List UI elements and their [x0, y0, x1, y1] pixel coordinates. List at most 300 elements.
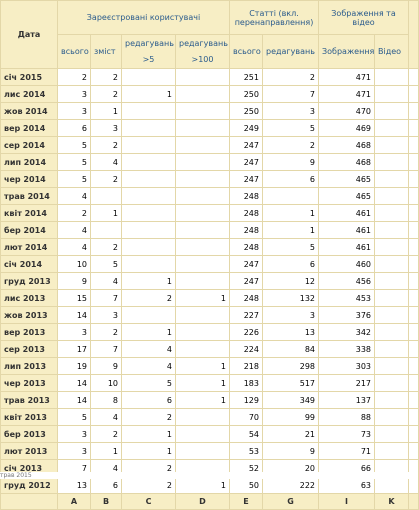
cell-c — [122, 239, 176, 256]
cell-g: 21 — [263, 426, 319, 443]
cell-extra — [409, 426, 419, 443]
cell-e: 247 — [230, 154, 263, 171]
table-row — [1, 69, 419, 86]
cell-e: 249 — [230, 120, 263, 137]
cell-b: 1 — [91, 443, 122, 460]
cell-d — [176, 154, 230, 171]
cell-extra — [409, 103, 419, 120]
row-date: сер 2013 — [1, 341, 58, 358]
cell-e: 218 — [230, 358, 263, 375]
cell-b: 2 — [91, 69, 122, 86]
images-header: Зображення — [319, 35, 375, 69]
cell-d — [176, 137, 230, 154]
cell-b — [91, 222, 122, 239]
table-row — [1, 154, 419, 171]
cell-i: 217 — [319, 375, 375, 392]
cell-a: 13 — [58, 477, 91, 494]
row-date: вер 2014 — [1, 120, 58, 137]
cell-a: 15 — [58, 290, 91, 307]
cell-i: 63 — [319, 477, 375, 494]
cell-c: 1 — [122, 426, 176, 443]
cell-video — [375, 341, 409, 358]
cell-g: 13 — [263, 324, 319, 341]
cell-i: 376 — [319, 307, 375, 324]
cell-e: 247 — [230, 137, 263, 154]
row-date: січ 2014 — [1, 256, 58, 273]
cell-extra — [409, 69, 419, 86]
cell-d: 1 — [176, 477, 230, 494]
users-edits100-label-line1: редагувань — [179, 38, 228, 48]
cell-g: 9 — [263, 443, 319, 460]
cell-i: 468 — [319, 137, 375, 154]
cell-c — [122, 120, 176, 137]
cell-d — [176, 171, 230, 188]
cell-d — [176, 426, 230, 443]
articles-group-header — [230, 1, 319, 35]
images-group-label-line1: Зображення та — [331, 8, 396, 18]
cell-c: 4 — [122, 358, 176, 375]
row-date: груд 2012 — [1, 477, 58, 494]
cell-g: 7 — [263, 86, 319, 103]
row-date: лис 2014 — [1, 86, 58, 103]
cell-b: 4 — [91, 154, 122, 171]
row-date: жов 2014 — [1, 103, 58, 120]
cell-extra — [409, 307, 419, 324]
cell-d — [176, 256, 230, 273]
cell-d — [176, 273, 230, 290]
cell-d — [176, 341, 230, 358]
cell-e: 250 — [230, 86, 263, 103]
cell-c: 2 — [122, 477, 176, 494]
cell-a: 5 — [58, 137, 91, 154]
cell-extra — [409, 188, 419, 205]
cell-video — [375, 409, 409, 426]
cell-c: 2 — [122, 290, 176, 307]
cell-extra — [409, 392, 419, 409]
table-row — [1, 290, 419, 307]
cell-d — [176, 307, 230, 324]
cell-g: 9 — [263, 154, 319, 171]
cell-e: 248 — [230, 239, 263, 256]
footer-letter: G — [263, 494, 319, 510]
cell-video — [375, 137, 409, 154]
cell-c — [122, 188, 176, 205]
cell-c: 1 — [122, 86, 176, 103]
cell-a: 14 — [58, 375, 91, 392]
cell-g: 3 — [263, 307, 319, 324]
cell-b: 10 — [91, 375, 122, 392]
images-video-group-header — [319, 1, 409, 35]
cell-e: 250 — [230, 103, 263, 120]
cell-d: 1 — [176, 290, 230, 307]
row-date: трав 2014 — [1, 188, 58, 205]
table-body — [1, 69, 419, 494]
cell-video — [375, 222, 409, 239]
cell-a: 17 — [58, 341, 91, 358]
cell-d — [176, 69, 230, 86]
table-row — [1, 222, 419, 239]
cell-d — [176, 239, 230, 256]
cell-video — [375, 171, 409, 188]
cell-i: 471 — [319, 86, 375, 103]
cell-e: 248 — [230, 188, 263, 205]
footer-letter: C — [122, 494, 176, 510]
cell-c — [122, 222, 176, 239]
cell-d: 1 — [176, 375, 230, 392]
cell-extra — [409, 341, 419, 358]
cell-c: 4 — [122, 341, 176, 358]
cell-i: 469 — [319, 120, 375, 137]
cell-b: 7 — [91, 290, 122, 307]
users-edits5-label-line2: >5 — [142, 54, 155, 64]
cell-extra — [409, 222, 419, 239]
cell-c — [122, 256, 176, 273]
cell-e: 54 — [230, 426, 263, 443]
cell-g: 2 — [263, 137, 319, 154]
users-edits5-header — [122, 35, 176, 69]
cell-e: 248 — [230, 205, 263, 222]
cell-b: 2 — [91, 324, 122, 341]
cell-i: 470 — [319, 103, 375, 120]
cell-extra — [409, 86, 419, 103]
cell-c — [122, 205, 176, 222]
row-date: жов 2013 — [1, 307, 58, 324]
table-row — [1, 392, 419, 409]
cell-c — [122, 137, 176, 154]
row-date: квіт 2013 — [1, 409, 58, 426]
cell-i: 461 — [319, 239, 375, 256]
table-row — [1, 256, 419, 273]
cell-i: 461 — [319, 222, 375, 239]
cell-c: 5 — [122, 375, 176, 392]
table-row — [1, 188, 419, 205]
cell-e: 226 — [230, 324, 263, 341]
cell-video — [375, 477, 409, 494]
cell-video — [375, 290, 409, 307]
cell-d — [176, 103, 230, 120]
cell-c — [122, 103, 176, 120]
table-row — [1, 358, 419, 375]
cell-g: 1 — [263, 222, 319, 239]
cell-g: 20 — [263, 460, 319, 477]
cell-i: 66 — [319, 460, 375, 477]
cell-i: 465 — [319, 171, 375, 188]
cell-a: 14 — [58, 392, 91, 409]
cell-d — [176, 443, 230, 460]
cell-video — [375, 239, 409, 256]
cell-a: 5 — [58, 154, 91, 171]
cell-i: 73 — [319, 426, 375, 443]
cell-e: 224 — [230, 341, 263, 358]
users-edits100-label-line2: >100 — [191, 54, 214, 64]
cell-a: 14 — [58, 307, 91, 324]
footer-letter: A — [58, 494, 91, 510]
cell-e: 70 — [230, 409, 263, 426]
cell-d — [176, 188, 230, 205]
cell-c: 1 — [122, 324, 176, 341]
cell-b: 9 — [91, 358, 122, 375]
cell-video — [375, 426, 409, 443]
cell-e: 52 — [230, 460, 263, 477]
cell-video — [375, 205, 409, 222]
cell-g: 132 — [263, 290, 319, 307]
cell-b: 2 — [91, 426, 122, 443]
cell-b: 5 — [91, 256, 122, 273]
table-row — [1, 375, 419, 392]
cell-extra — [409, 324, 419, 341]
cell-a: 2 — [58, 205, 91, 222]
cell-e: 247 — [230, 171, 263, 188]
cell-video — [375, 103, 409, 120]
cell-a: 7 — [58, 460, 91, 477]
cell-i: 137 — [319, 392, 375, 409]
table-row — [1, 324, 419, 341]
cell-c — [122, 171, 176, 188]
cell-c: 1 — [122, 273, 176, 290]
cell-c: 2 — [122, 409, 176, 426]
cell-b: 7 — [91, 341, 122, 358]
cell-video — [375, 273, 409, 290]
table-row — [1, 137, 419, 154]
cell-a: 6 — [58, 120, 91, 137]
cell-c — [122, 154, 176, 171]
cell-d — [176, 86, 230, 103]
header-row-groups — [1, 1, 419, 35]
cell-d — [176, 222, 230, 239]
cell-video — [375, 69, 409, 86]
cell-b: 4 — [91, 460, 122, 477]
cell-i: 338 — [319, 341, 375, 358]
row-date: бер 2013 — [1, 426, 58, 443]
cell-a: 10 — [58, 256, 91, 273]
cell-b: 3 — [91, 307, 122, 324]
cell-i: 71 — [319, 443, 375, 460]
cell-g: 5 — [263, 120, 319, 137]
cell-a: 2 — [58, 69, 91, 86]
cell-extra — [409, 443, 419, 460]
row-date: лют 2013 — [1, 443, 58, 460]
articles-edits-header: редагувань — [263, 35, 319, 69]
cell-d: 1 — [176, 392, 230, 409]
cell-e: 53 — [230, 443, 263, 460]
cell-c — [122, 69, 176, 86]
footer-letter: I — [319, 494, 375, 510]
cell-g: 6 — [263, 171, 319, 188]
cell-video — [375, 86, 409, 103]
users-edits5-label-line1: редагувань — [125, 38, 174, 48]
cell-a: 3 — [58, 324, 91, 341]
cell-b: 2 — [91, 239, 122, 256]
cell-i: 460 — [319, 256, 375, 273]
cell-g — [263, 188, 319, 205]
cell-extra — [409, 120, 419, 137]
cell-i: 453 — [319, 290, 375, 307]
cell-a: 3 — [58, 426, 91, 443]
cell-video — [375, 358, 409, 375]
cell-b — [91, 188, 122, 205]
row-date: чер 2014 — [1, 171, 58, 188]
cell-e: 251 — [230, 69, 263, 86]
registered-users-group-label: Зареєстровані користувачі — [86, 13, 201, 22]
footer-letters-row — [1, 494, 419, 510]
cell-video — [375, 392, 409, 409]
row-date: лип 2014 — [1, 154, 58, 171]
cut-off-next-row-fragment: трав 2015 — [0, 472, 418, 479]
table-row — [1, 239, 419, 256]
cell-extra — [409, 290, 419, 307]
row-date: чер 2013 — [1, 375, 58, 392]
cell-b: 2 — [91, 137, 122, 154]
images-group-label-line2: відео — [352, 17, 375, 27]
cell-extra — [409, 137, 419, 154]
footer-empty-cell — [409, 494, 419, 510]
row-date: січ 2015 — [1, 69, 58, 86]
cell-i: 88 — [319, 409, 375, 426]
cell-g: 1 — [263, 205, 319, 222]
table-row — [1, 341, 419, 358]
cell-b: 2 — [91, 86, 122, 103]
users-edits100-header — [176, 35, 230, 69]
cell-i: 461 — [319, 205, 375, 222]
footer-empty-cell — [1, 494, 58, 510]
table-row — [1, 409, 419, 426]
cell-e: 248 — [230, 222, 263, 239]
cell-b: 6 — [91, 477, 122, 494]
cell-a: 3 — [58, 443, 91, 460]
row-date: лют 2014 — [1, 239, 58, 256]
table-row — [1, 426, 419, 443]
cell-b: 1 — [91, 205, 122, 222]
cell-i: 471 — [319, 69, 375, 86]
footer-letter: B — [91, 494, 122, 510]
video-header: Відео — [375, 35, 409, 69]
users-content-header: зміст — [91, 35, 122, 69]
cell-i: 465 — [319, 188, 375, 205]
row-date: лис 2013 — [1, 290, 58, 307]
cell-e: 227 — [230, 307, 263, 324]
cell-e: 183 — [230, 375, 263, 392]
cell-c: 1 — [122, 443, 176, 460]
cell-extra — [409, 375, 419, 392]
cell-a: 4 — [58, 239, 91, 256]
cell-c: 2 — [122, 460, 176, 477]
row-date: квіт 2014 — [1, 205, 58, 222]
cell-video — [375, 443, 409, 460]
cell-b: 8 — [91, 392, 122, 409]
cell-extra — [409, 273, 419, 290]
extra-column-header — [409, 1, 419, 69]
cell-extra — [409, 154, 419, 171]
cell-a: 4 — [58, 222, 91, 239]
cell-g: 5 — [263, 239, 319, 256]
cell-d — [176, 120, 230, 137]
row-date: вер 2013 — [1, 324, 58, 341]
articles-group-label-line1: Статті (вкл. — [249, 8, 299, 18]
cell-b: 4 — [91, 273, 122, 290]
row-date: лип 2013 — [1, 358, 58, 375]
table-row — [1, 86, 419, 103]
cell-g: 349 — [263, 392, 319, 409]
cell-b: 3 — [91, 120, 122, 137]
cell-video — [375, 256, 409, 273]
table-row — [1, 443, 419, 460]
cell-e: 247 — [230, 273, 263, 290]
footer-letter: D — [176, 494, 230, 510]
cell-g: 517 — [263, 375, 319, 392]
row-date: бер 2014 — [1, 222, 58, 239]
cell-extra — [409, 205, 419, 222]
cell-c: 6 — [122, 392, 176, 409]
cell-d: 1 — [176, 358, 230, 375]
table-row — [1, 477, 419, 494]
table-row — [1, 307, 419, 324]
cell-video — [375, 375, 409, 392]
cell-g: 3 — [263, 103, 319, 120]
footer-letter: E — [230, 494, 263, 510]
cell-b: 4 — [91, 409, 122, 426]
table-row — [1, 103, 419, 120]
table-row — [1, 171, 419, 188]
cell-video — [375, 307, 409, 324]
cell-g: 12 — [263, 273, 319, 290]
cell-d — [176, 409, 230, 426]
date-column-header: Дата — [1, 1, 58, 69]
cell-a: 5 — [58, 409, 91, 426]
cell-a: 5 — [58, 171, 91, 188]
cell-g: 2 — [263, 69, 319, 86]
cell-c — [122, 307, 176, 324]
cell-e: 248 — [230, 290, 263, 307]
table-row — [1, 120, 419, 137]
cell-i: 468 — [319, 154, 375, 171]
cell-g: 222 — [263, 477, 319, 494]
cell-i: 342 — [319, 324, 375, 341]
users-total-header: всього — [58, 35, 91, 69]
cell-a: 3 — [58, 103, 91, 120]
cell-a: 19 — [58, 358, 91, 375]
cell-video — [375, 120, 409, 137]
articles-total-header: всього — [230, 35, 263, 69]
cell-video — [375, 154, 409, 171]
row-date: сер 2014 — [1, 137, 58, 154]
cell-g: 298 — [263, 358, 319, 375]
table-row — [1, 273, 419, 290]
cell-video — [375, 324, 409, 341]
cell-i: 456 — [319, 273, 375, 290]
header-row-columns — [1, 35, 419, 69]
cell-extra — [409, 477, 419, 494]
cell-a: 9 — [58, 273, 91, 290]
articles-group-label-line2: перенаправлення) — [234, 17, 314, 27]
cell-a: 4 — [58, 188, 91, 205]
cell-extra — [409, 358, 419, 375]
cell-d — [176, 324, 230, 341]
registered-users-group-header — [58, 1, 230, 35]
cell-extra — [409, 239, 419, 256]
cell-video — [375, 188, 409, 205]
row-date: січ 2013 — [1, 460, 58, 477]
cell-a: 3 — [58, 86, 91, 103]
footer-letter: K — [375, 494, 409, 510]
cell-g: 99 — [263, 409, 319, 426]
cell-i: 303 — [319, 358, 375, 375]
cell-extra — [409, 256, 419, 273]
cell-e: 129 — [230, 392, 263, 409]
table-row — [1, 205, 419, 222]
cell-g: 84 — [263, 341, 319, 358]
cell-e: 247 — [230, 256, 263, 273]
cell-g: 6 — [263, 256, 319, 273]
